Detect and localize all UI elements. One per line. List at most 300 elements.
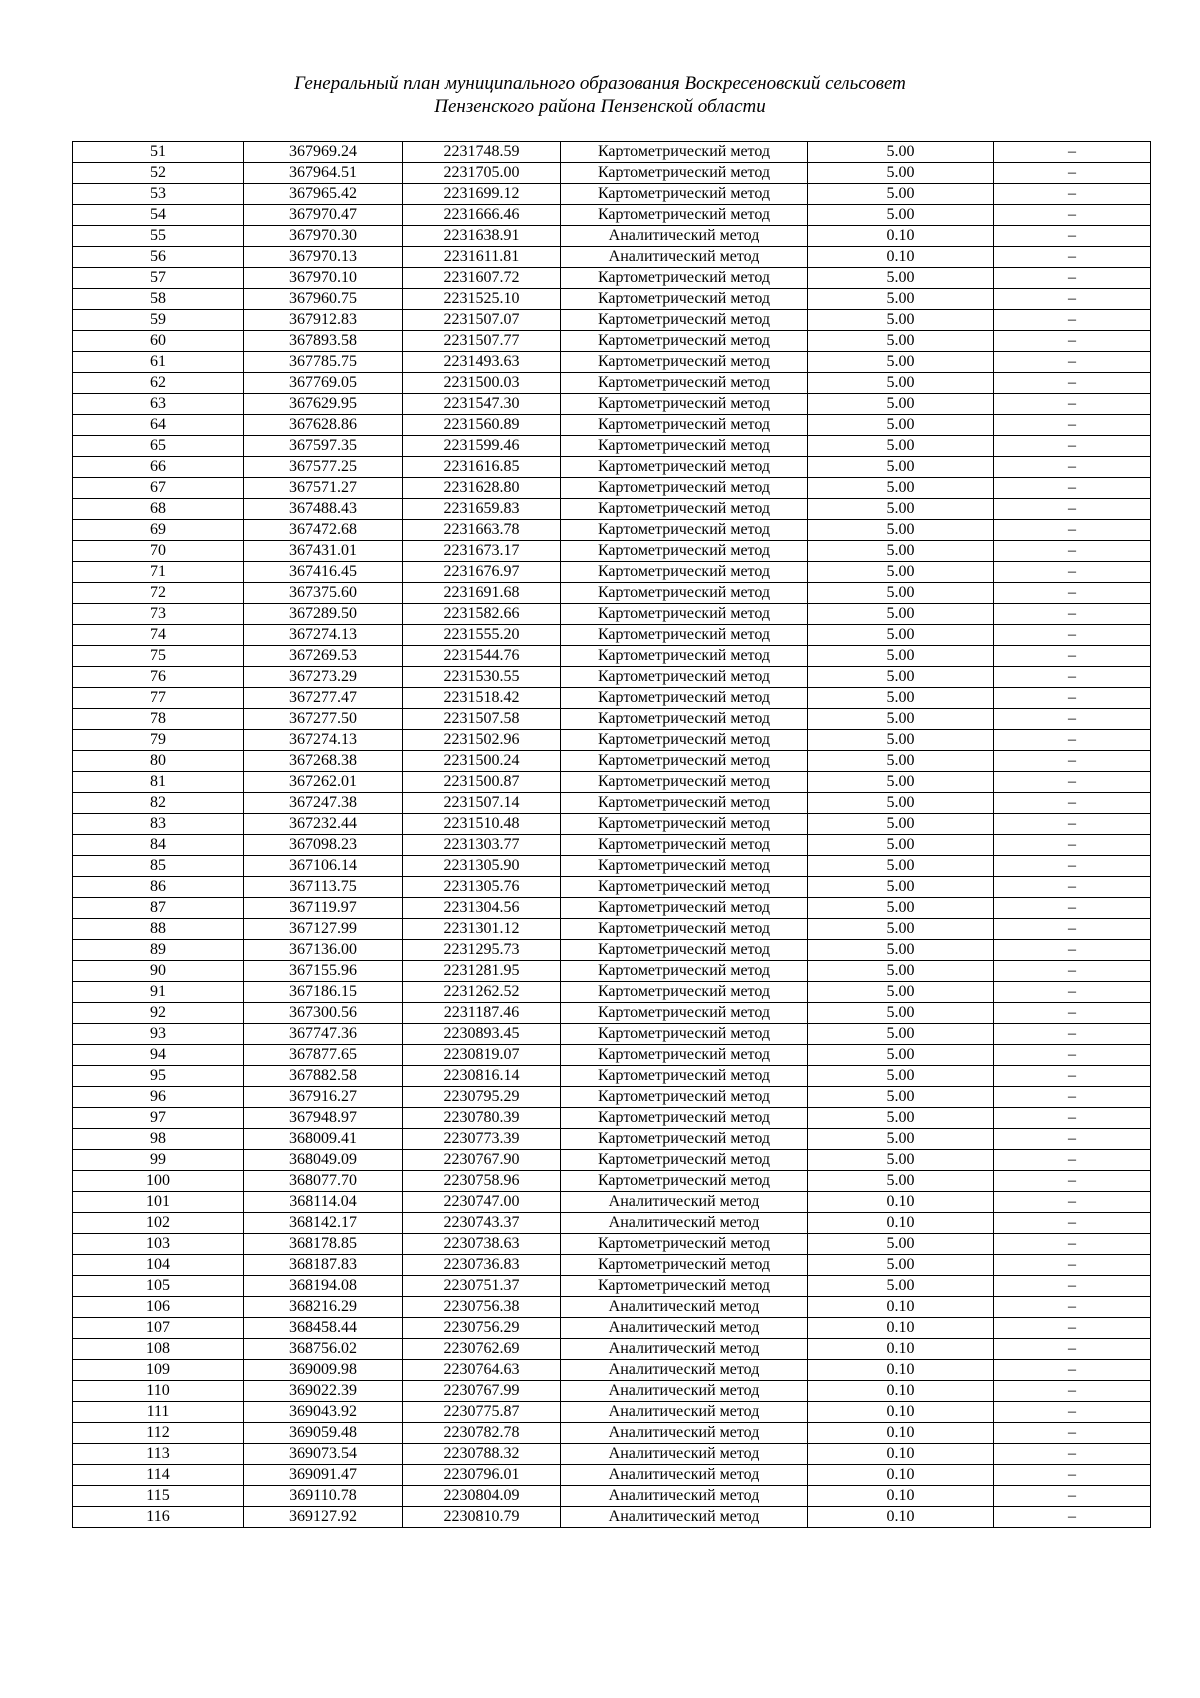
- note-cell: –: [994, 1108, 1151, 1129]
- table-row: [73, 1465, 1151, 1486]
- accuracy-cell: 5.00: [808, 1276, 994, 1297]
- y-coordinate-cell: 2230743.37: [403, 1213, 561, 1234]
- y-coordinate-cell: 2231262.52: [403, 982, 561, 1003]
- method-cell: Картометрический метод: [561, 1129, 808, 1150]
- x-coordinate-cell: 367472.68: [244, 520, 403, 541]
- y-coordinate-cell: 2231518.42: [403, 688, 561, 709]
- accuracy-cell: 5.00: [808, 163, 994, 184]
- table-row: [73, 1444, 1151, 1465]
- table-row: [73, 1045, 1151, 1066]
- note-cell: –: [994, 919, 1151, 940]
- note-cell: –: [994, 373, 1151, 394]
- x-coordinate-cell: 367747.36: [244, 1024, 403, 1045]
- table-row: [73, 415, 1151, 436]
- table-row: [73, 772, 1151, 793]
- table-row: [73, 1192, 1151, 1213]
- y-coordinate-cell: 2231616.85: [403, 457, 561, 478]
- y-coordinate-cell: 2230736.83: [403, 1255, 561, 1276]
- method-cell: Картометрический метод: [561, 373, 808, 394]
- accuracy-cell: 5.00: [808, 793, 994, 814]
- y-coordinate-cell: 2230756.38: [403, 1297, 561, 1318]
- point-number-cell: 70: [73, 541, 244, 562]
- method-cell: Картометрический метод: [561, 688, 808, 709]
- point-number-cell: 80: [73, 751, 244, 772]
- note-cell: –: [994, 940, 1151, 961]
- accuracy-cell: 5.00: [808, 457, 994, 478]
- point-number-cell: 75: [73, 646, 244, 667]
- point-number-cell: 110: [73, 1381, 244, 1402]
- table-row: [73, 142, 1151, 163]
- method-cell: Картометрический метод: [561, 751, 808, 772]
- method-cell: Аналитический метод: [561, 1360, 808, 1381]
- point-number-cell: 61: [73, 352, 244, 373]
- note-cell: –: [994, 499, 1151, 520]
- table-row: [73, 1066, 1151, 1087]
- table-row: [73, 856, 1151, 877]
- accuracy-cell: 5.00: [808, 352, 994, 373]
- note-cell: –: [994, 1402, 1151, 1423]
- point-number-cell: 55: [73, 226, 244, 247]
- table-row: [73, 751, 1151, 772]
- note-cell: –: [994, 562, 1151, 583]
- accuracy-cell: 5.00: [808, 520, 994, 541]
- note-cell: –: [994, 1381, 1151, 1402]
- x-coordinate-cell: 367113.75: [244, 877, 403, 898]
- accuracy-cell: 0.10: [808, 1360, 994, 1381]
- table-row: [73, 1423, 1151, 1444]
- y-coordinate-cell: 2231699.12: [403, 184, 561, 205]
- note-cell: –: [994, 1486, 1151, 1507]
- note-cell: –: [994, 1213, 1151, 1234]
- table-row: [73, 1276, 1151, 1297]
- accuracy-cell: 5.00: [808, 205, 994, 226]
- note-cell: –: [994, 1507, 1151, 1528]
- accuracy-cell: 0.10: [808, 1444, 994, 1465]
- y-coordinate-cell: 2231187.46: [403, 1003, 561, 1024]
- note-cell: –: [994, 604, 1151, 625]
- table-row: [73, 604, 1151, 625]
- x-coordinate-cell: 368187.83: [244, 1255, 403, 1276]
- method-cell: Картометрический метод: [561, 415, 808, 436]
- accuracy-cell: 5.00: [808, 478, 994, 499]
- x-coordinate-cell: 367269.53: [244, 646, 403, 667]
- accuracy-cell: 0.10: [808, 1192, 994, 1213]
- note-cell: –: [994, 142, 1151, 163]
- method-cell: Картометрический метод: [561, 478, 808, 499]
- point-number-cell: 109: [73, 1360, 244, 1381]
- method-cell: Картометрический метод: [561, 1234, 808, 1255]
- method-cell: Картометрический метод: [561, 814, 808, 835]
- note-cell: –: [994, 1066, 1151, 1087]
- accuracy-cell: 5.00: [808, 835, 994, 856]
- y-coordinate-cell: 2231582.66: [403, 604, 561, 625]
- note-cell: –: [994, 457, 1151, 478]
- x-coordinate-cell: 367375.60: [244, 583, 403, 604]
- accuracy-cell: 5.00: [808, 268, 994, 289]
- accuracy-cell: 5.00: [808, 1003, 994, 1024]
- point-number-cell: 69: [73, 520, 244, 541]
- note-cell: –: [994, 1255, 1151, 1276]
- method-cell: Картометрический метод: [561, 877, 808, 898]
- accuracy-cell: 5.00: [808, 877, 994, 898]
- x-coordinate-cell: 367416.45: [244, 562, 403, 583]
- point-number-cell: 63: [73, 394, 244, 415]
- y-coordinate-cell: 2230751.37: [403, 1276, 561, 1297]
- table-row: [73, 1318, 1151, 1339]
- accuracy-cell: 5.00: [808, 541, 994, 562]
- x-coordinate-cell: 367247.38: [244, 793, 403, 814]
- y-coordinate-cell: 2231502.96: [403, 730, 561, 751]
- note-cell: –: [994, 1234, 1151, 1255]
- y-coordinate-cell: 2231525.10: [403, 289, 561, 310]
- note-cell: –: [994, 583, 1151, 604]
- y-coordinate-cell: 2231530.55: [403, 667, 561, 688]
- point-number-cell: 56: [73, 247, 244, 268]
- x-coordinate-cell: 367969.24: [244, 142, 403, 163]
- x-coordinate-cell: 368077.70: [244, 1171, 403, 1192]
- table-row: [73, 436, 1151, 457]
- y-coordinate-cell: 2231295.73: [403, 940, 561, 961]
- method-cell: Картометрический метод: [561, 709, 808, 730]
- note-cell: –: [994, 415, 1151, 436]
- x-coordinate-cell: 367769.05: [244, 373, 403, 394]
- accuracy-cell: 5.00: [808, 331, 994, 352]
- accuracy-cell: 5.00: [808, 961, 994, 982]
- table-row: [73, 1108, 1151, 1129]
- accuracy-cell: 5.00: [808, 814, 994, 835]
- y-coordinate-cell: 2231547.30: [403, 394, 561, 415]
- method-cell: Аналитический метод: [561, 247, 808, 268]
- y-coordinate-cell: 2231507.58: [403, 709, 561, 730]
- accuracy-cell: 5.00: [808, 646, 994, 667]
- accuracy-cell: 5.00: [808, 310, 994, 331]
- y-coordinate-cell: 2231555.20: [403, 625, 561, 646]
- accuracy-cell: 0.10: [808, 1381, 994, 1402]
- x-coordinate-cell: 368142.17: [244, 1213, 403, 1234]
- point-number-cell: 102: [73, 1213, 244, 1234]
- y-coordinate-cell: 2231500.87: [403, 772, 561, 793]
- x-coordinate-cell: 369059.48: [244, 1423, 403, 1444]
- accuracy-cell: 5.00: [808, 1234, 994, 1255]
- x-coordinate-cell: 368194.08: [244, 1276, 403, 1297]
- point-number-cell: 78: [73, 709, 244, 730]
- point-number-cell: 86: [73, 877, 244, 898]
- accuracy-cell: 5.00: [808, 415, 994, 436]
- method-cell: Картометрический метод: [561, 646, 808, 667]
- y-coordinate-cell: 2230816.14: [403, 1066, 561, 1087]
- note-cell: –: [994, 835, 1151, 856]
- method-cell: Картометрический метод: [561, 835, 808, 856]
- method-cell: Картометрический метод: [561, 940, 808, 961]
- method-cell: Картометрический метод: [561, 184, 808, 205]
- x-coordinate-cell: 369009.98: [244, 1360, 403, 1381]
- table-row: [73, 1087, 1151, 1108]
- point-number-cell: 96: [73, 1087, 244, 1108]
- point-number-cell: 89: [73, 940, 244, 961]
- note-cell: –: [994, 793, 1151, 814]
- y-coordinate-cell: 2231507.77: [403, 331, 561, 352]
- accuracy-cell: 5.00: [808, 856, 994, 877]
- y-coordinate-cell: 2230819.07: [403, 1045, 561, 1066]
- point-number-cell: 115: [73, 1486, 244, 1507]
- point-number-cell: 66: [73, 457, 244, 478]
- x-coordinate-cell: 367300.56: [244, 1003, 403, 1024]
- method-cell: Картометрический метод: [561, 1171, 808, 1192]
- table-row: [73, 310, 1151, 331]
- method-cell: Картометрический метод: [561, 667, 808, 688]
- table-row: [73, 982, 1151, 1003]
- accuracy-cell: 5.00: [808, 184, 994, 205]
- x-coordinate-cell: 367785.75: [244, 352, 403, 373]
- note-cell: –: [994, 520, 1151, 541]
- table-row: [73, 457, 1151, 478]
- method-cell: Аналитический метод: [561, 1381, 808, 1402]
- method-cell: Картометрический метод: [561, 541, 808, 562]
- note-cell: –: [994, 1465, 1151, 1486]
- point-number-cell: 92: [73, 1003, 244, 1024]
- table-row: [73, 793, 1151, 814]
- y-coordinate-cell: 2230795.29: [403, 1087, 561, 1108]
- accuracy-cell: 5.00: [808, 436, 994, 457]
- y-coordinate-cell: 2231676.97: [403, 562, 561, 583]
- accuracy-cell: 5.00: [808, 142, 994, 163]
- point-number-cell: 103: [73, 1234, 244, 1255]
- method-cell: Картометрический метод: [561, 163, 808, 184]
- accuracy-cell: 5.00: [808, 751, 994, 772]
- point-number-cell: 106: [73, 1297, 244, 1318]
- y-coordinate-cell: 2231560.89: [403, 415, 561, 436]
- x-coordinate-cell: 367970.47: [244, 205, 403, 226]
- method-cell: Картометрический метод: [561, 772, 808, 793]
- point-number-cell: 79: [73, 730, 244, 751]
- note-cell: –: [994, 1297, 1151, 1318]
- x-coordinate-cell: 367877.65: [244, 1045, 403, 1066]
- x-coordinate-cell: 367882.58: [244, 1066, 403, 1087]
- point-number-cell: 82: [73, 793, 244, 814]
- accuracy-cell: 5.00: [808, 730, 994, 751]
- table-row: [73, 520, 1151, 541]
- table-row: [73, 583, 1151, 604]
- point-number-cell: 114: [73, 1465, 244, 1486]
- table-row: [73, 961, 1151, 982]
- table-row: [73, 1171, 1151, 1192]
- x-coordinate-cell: 369127.92: [244, 1507, 403, 1528]
- table-row: [73, 646, 1151, 667]
- accuracy-cell: 5.00: [808, 1024, 994, 1045]
- accuracy-cell: 5.00: [808, 982, 994, 1003]
- point-number-cell: 84: [73, 835, 244, 856]
- y-coordinate-cell: 2230788.32: [403, 1444, 561, 1465]
- method-cell: Картометрический метод: [561, 1024, 808, 1045]
- table-row: [73, 667, 1151, 688]
- note-cell: –: [994, 751, 1151, 772]
- y-coordinate-cell: 2231507.14: [403, 793, 561, 814]
- x-coordinate-cell: 367960.75: [244, 289, 403, 310]
- accuracy-cell: 5.00: [808, 1129, 994, 1150]
- x-coordinate-cell: 367289.50: [244, 604, 403, 625]
- y-coordinate-cell: 2231510.48: [403, 814, 561, 835]
- y-coordinate-cell: 2230773.39: [403, 1129, 561, 1150]
- note-cell: –: [994, 205, 1151, 226]
- y-coordinate-cell: 2231599.46: [403, 436, 561, 457]
- point-number-cell: 112: [73, 1423, 244, 1444]
- header-title-line1: Генеральный план муниципального образования Воскресеновский сельсовет: [294, 73, 906, 94]
- table-row: [73, 1297, 1151, 1318]
- method-cell: Картометрический метод: [561, 352, 808, 373]
- table-row: [73, 814, 1151, 835]
- note-cell: –: [994, 1024, 1151, 1045]
- point-number-cell: 93: [73, 1024, 244, 1045]
- point-number-cell: 83: [73, 814, 244, 835]
- x-coordinate-cell: 367136.00: [244, 940, 403, 961]
- coordinates-table: [72, 141, 1151, 1528]
- table-row: [73, 625, 1151, 646]
- note-cell: –: [994, 961, 1151, 982]
- y-coordinate-cell: 2231507.07: [403, 310, 561, 331]
- table-row: [73, 1024, 1151, 1045]
- x-coordinate-cell: 367597.35: [244, 436, 403, 457]
- note-cell: –: [994, 541, 1151, 562]
- point-number-cell: 111: [73, 1402, 244, 1423]
- note-cell: –: [994, 247, 1151, 268]
- accuracy-cell: 5.00: [808, 1087, 994, 1108]
- method-cell: Картометрический метод: [561, 730, 808, 751]
- x-coordinate-cell: 367274.13: [244, 730, 403, 751]
- point-number-cell: 59: [73, 310, 244, 331]
- accuracy-cell: 5.00: [808, 499, 994, 520]
- point-number-cell: 57: [73, 268, 244, 289]
- x-coordinate-cell: 369091.47: [244, 1465, 403, 1486]
- table-row: [73, 1234, 1151, 1255]
- note-cell: –: [994, 289, 1151, 310]
- accuracy-cell: 5.00: [808, 562, 994, 583]
- point-number-cell: 58: [73, 289, 244, 310]
- point-number-cell: 71: [73, 562, 244, 583]
- note-cell: –: [994, 331, 1151, 352]
- table-row: [73, 1381, 1151, 1402]
- method-cell: Картометрический метод: [561, 898, 808, 919]
- x-coordinate-cell: 368756.02: [244, 1339, 403, 1360]
- table-row: [73, 730, 1151, 751]
- x-coordinate-cell: 367431.01: [244, 541, 403, 562]
- x-coordinate-cell: 367232.44: [244, 814, 403, 835]
- x-coordinate-cell: 368049.09: [244, 1150, 403, 1171]
- y-coordinate-cell: 2231281.95: [403, 961, 561, 982]
- method-cell: Картометрический метод: [561, 856, 808, 877]
- method-cell: Аналитический метод: [561, 226, 808, 247]
- y-coordinate-cell: 2231500.24: [403, 751, 561, 772]
- accuracy-cell: 0.10: [808, 1339, 994, 1360]
- point-number-cell: 51: [73, 142, 244, 163]
- point-number-cell: 52: [73, 163, 244, 184]
- table-row: [73, 268, 1151, 289]
- y-coordinate-cell: 2230775.87: [403, 1402, 561, 1423]
- accuracy-cell: 5.00: [808, 373, 994, 394]
- method-cell: Картометрический метод: [561, 1066, 808, 1087]
- point-number-cell: 76: [73, 667, 244, 688]
- accuracy-cell: 0.10: [808, 1507, 994, 1528]
- note-cell: –: [994, 877, 1151, 898]
- point-number-cell: 99: [73, 1150, 244, 1171]
- x-coordinate-cell: 367629.95: [244, 394, 403, 415]
- x-coordinate-cell: 367098.23: [244, 835, 403, 856]
- y-coordinate-cell: 2230758.96: [403, 1171, 561, 1192]
- accuracy-cell: 5.00: [808, 289, 994, 310]
- method-cell: Аналитический метод: [561, 1507, 808, 1528]
- method-cell: Картометрический метод: [561, 394, 808, 415]
- note-cell: –: [994, 667, 1151, 688]
- point-number-cell: 77: [73, 688, 244, 709]
- note-cell: –: [994, 646, 1151, 667]
- x-coordinate-cell: 367916.27: [244, 1087, 403, 1108]
- table-row: [73, 877, 1151, 898]
- point-number-cell: 113: [73, 1444, 244, 1465]
- accuracy-cell: 5.00: [808, 1150, 994, 1171]
- table-row: [73, 1507, 1151, 1528]
- note-cell: –: [994, 1276, 1151, 1297]
- accuracy-cell: 5.00: [808, 667, 994, 688]
- method-cell: Аналитический метод: [561, 1192, 808, 1213]
- x-coordinate-cell: 368009.41: [244, 1129, 403, 1150]
- x-coordinate-cell: 367277.47: [244, 688, 403, 709]
- y-coordinate-cell: 2231659.83: [403, 499, 561, 520]
- table-row: [73, 226, 1151, 247]
- accuracy-cell: 5.00: [808, 1255, 994, 1276]
- table-row: [73, 919, 1151, 940]
- note-cell: –: [994, 1339, 1151, 1360]
- point-number-cell: 81: [73, 772, 244, 793]
- accuracy-cell: 0.10: [808, 247, 994, 268]
- y-coordinate-cell: 2231673.17: [403, 541, 561, 562]
- y-coordinate-cell: 2231305.76: [403, 877, 561, 898]
- x-coordinate-cell: 367274.13: [244, 625, 403, 646]
- y-coordinate-cell: 2231748.59: [403, 142, 561, 163]
- note-cell: –: [994, 1150, 1151, 1171]
- table-row: [73, 163, 1151, 184]
- note-cell: –: [994, 184, 1151, 205]
- note-cell: –: [994, 1087, 1151, 1108]
- note-cell: –: [994, 1129, 1151, 1150]
- table-row: [73, 688, 1151, 709]
- point-number-cell: 87: [73, 898, 244, 919]
- point-number-cell: 62: [73, 373, 244, 394]
- point-number-cell: 54: [73, 205, 244, 226]
- point-number-cell: 94: [73, 1045, 244, 1066]
- y-coordinate-cell: 2230780.39: [403, 1108, 561, 1129]
- method-cell: Аналитический метод: [561, 1213, 808, 1234]
- accuracy-cell: 0.10: [808, 226, 994, 247]
- accuracy-cell: 5.00: [808, 394, 994, 415]
- accuracy-cell: 5.00: [808, 919, 994, 940]
- note-cell: –: [994, 730, 1151, 751]
- accuracy-cell: 0.10: [808, 1402, 994, 1423]
- method-cell: Картометрический метод: [561, 1087, 808, 1108]
- y-coordinate-cell: 2231303.77: [403, 835, 561, 856]
- point-number-cell: 67: [73, 478, 244, 499]
- x-coordinate-cell: 367912.83: [244, 310, 403, 331]
- table-row: [73, 1339, 1151, 1360]
- table-row: [73, 289, 1151, 310]
- x-coordinate-cell: 367970.30: [244, 226, 403, 247]
- note-cell: –: [994, 898, 1151, 919]
- table-row: [73, 562, 1151, 583]
- note-cell: –: [994, 436, 1151, 457]
- x-coordinate-cell: 367155.96: [244, 961, 403, 982]
- note-cell: –: [994, 310, 1151, 331]
- x-coordinate-cell: 367488.43: [244, 499, 403, 520]
- y-coordinate-cell: 2230767.90: [403, 1150, 561, 1171]
- method-cell: Картометрический метод: [561, 436, 808, 457]
